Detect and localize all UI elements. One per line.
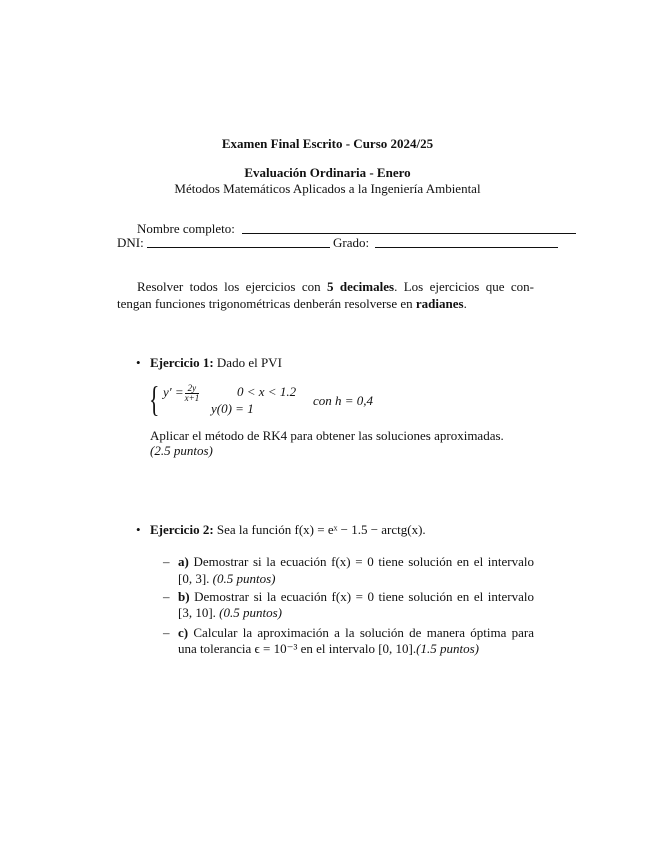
instructions-text: . Los ejercicios que con- xyxy=(394,279,534,294)
name-field-line[interactable] xyxy=(242,233,576,234)
course-name: Métodos Matemáticos Aplicados a la Ingeniería Ambiental xyxy=(174,181,481,196)
step-size: con h = 0,4 xyxy=(313,393,374,408)
exercise-1-points: (2.5 puntos) xyxy=(150,443,213,458)
fraction-denominator: x+1 xyxy=(184,393,200,403)
item-c-text: Calcular la aproximación a la solución de manera óptima para xyxy=(193,625,534,640)
exam-subtitle: Evaluación Ordinaria - Enero xyxy=(244,165,411,180)
instructions-line-1 xyxy=(137,279,534,295)
instructions-line-2 xyxy=(117,296,467,312)
item-a-text: Demostrar si la ecuación f(x) = 0 tiene solución en el intervalo xyxy=(193,554,535,569)
exercise-2-title: Ejercicio 2: xyxy=(150,522,214,537)
item-c-line-2 xyxy=(178,641,479,657)
ode-lhs: y′ = xyxy=(163,384,184,400)
exercise-1-heading xyxy=(150,355,282,371)
fraction-numerator: 2y xyxy=(185,384,200,394)
item-b-line-2 xyxy=(178,605,282,621)
item-a-interval: [0, 3]. xyxy=(178,571,210,586)
exam-title: Examen Final Escrito - Curso 2024/25 xyxy=(221,136,434,151)
ode-fraction xyxy=(185,384,200,403)
item-b-line-1 xyxy=(178,589,534,605)
dash: – xyxy=(163,589,170,604)
brace-icon: { xyxy=(149,379,160,419)
bullet: • xyxy=(136,355,141,370)
initial-condition: y(0) = 1 xyxy=(211,401,254,416)
ode-equation xyxy=(163,384,200,403)
item-b-interval: [3, 10]. xyxy=(178,605,216,620)
item-a-points: (0.5 puntos) xyxy=(212,571,276,586)
instructions-text: tengan funciones trigonométricas denberán resolverse en xyxy=(117,296,413,311)
instructions-bold-decimals: 5 decimales xyxy=(327,279,395,294)
exercise-1-task: Aplicar el método de RK4 para obtener las soluciones aproximadas. xyxy=(150,428,504,443)
item-a-line-2 xyxy=(178,571,276,587)
item-c-interval: una tolerancia ϵ = 10⁻³ en el intervalo [0, 10]. xyxy=(178,641,417,656)
item-b-text: Demostrar si la ecuación f(x) = 0 tiene solución en el intervalo xyxy=(194,589,535,604)
instructions-bold-radians: radianes xyxy=(415,296,464,311)
item-c-line-1 xyxy=(178,625,534,641)
item-a-line-1 xyxy=(178,554,534,570)
exercise-1-intro: Dado el PVI xyxy=(216,355,282,370)
exercise-2-heading xyxy=(150,522,426,538)
exercise-1-title: Ejercicio 1: xyxy=(150,355,214,370)
dash: – xyxy=(163,625,170,640)
item-b-points: (0.5 puntos) xyxy=(219,605,283,620)
dni-field-line[interactable] xyxy=(147,247,330,248)
item-a-label: a) xyxy=(178,554,189,569)
ode-domain: 0 < x < 1.2 xyxy=(237,384,297,399)
dni-label: DNI: xyxy=(117,235,144,250)
item-b-label: b) xyxy=(178,589,190,604)
item-c-points: (1.5 puntos) xyxy=(416,641,479,656)
item-c-label: c) xyxy=(178,625,189,640)
instructions-text: Resolver todos los ejercicios con xyxy=(137,279,321,294)
grado-label: Grado: xyxy=(333,235,370,250)
dash: – xyxy=(163,554,170,569)
name-label: Nombre completo: xyxy=(137,221,235,236)
bullet: • xyxy=(136,522,141,537)
exercise-2-intro: Sea la función f(x) = eˣ − 1.5 − arctg(x). xyxy=(216,522,426,537)
grado-field-line[interactable] xyxy=(375,247,558,248)
instructions-text: . xyxy=(463,296,467,311)
